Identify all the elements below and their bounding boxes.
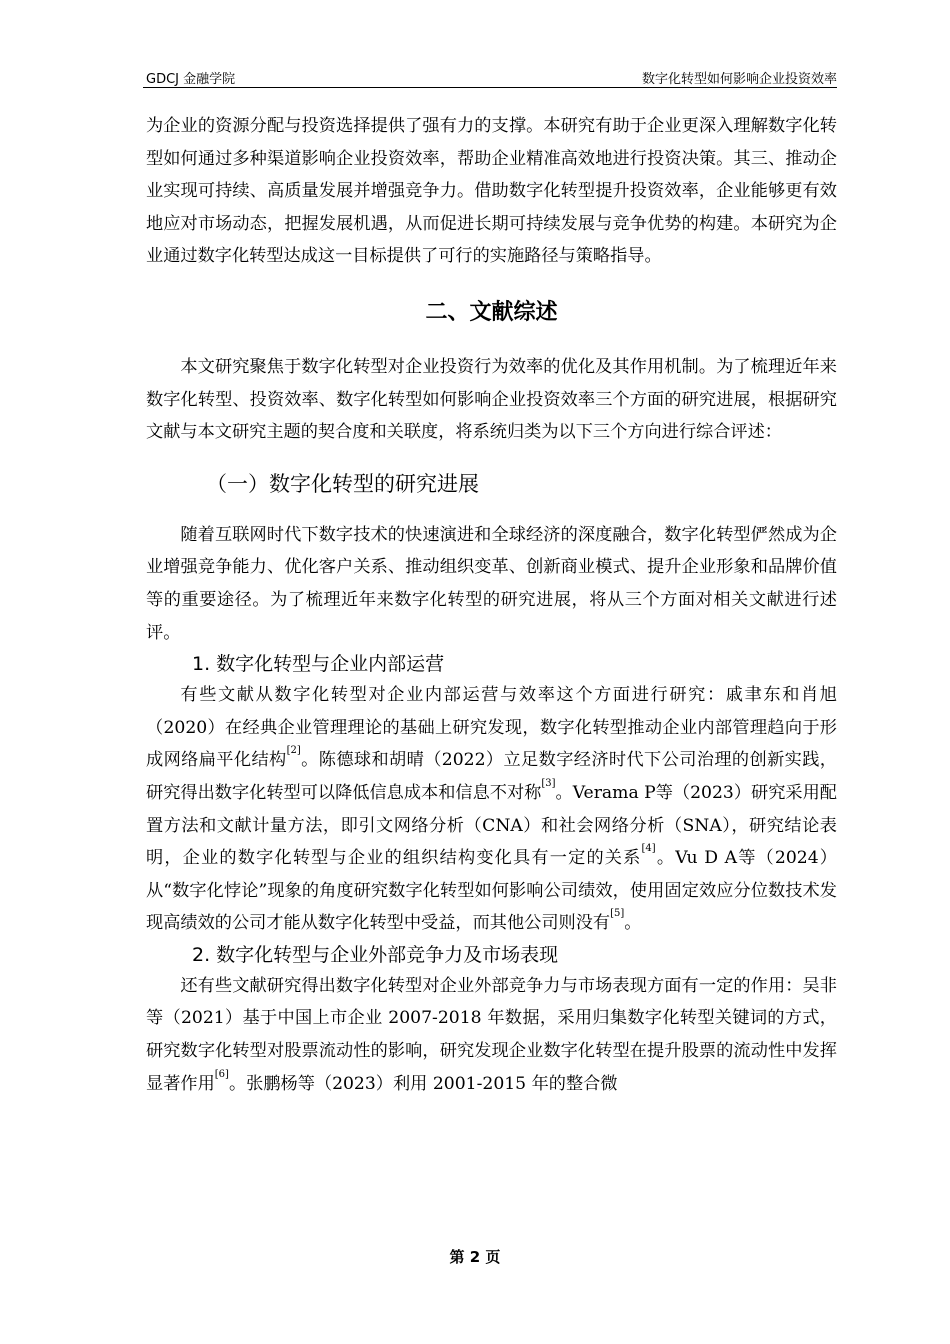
citation-ref: [2]: [286, 745, 301, 757]
text-segment: 。Verama P等（2023）研究采用配置方法和文献计量方法，即引文网络分析（CNA）和社会网络分析（SNA），研究结论表明，企业的数字化转型与企业的组织结构变化具有一定的关系: [146, 782, 837, 869]
heading-internal-operations: 1. 数字化转型与企业内部运营: [192, 653, 445, 676]
citation-ref: [5]: [610, 908, 625, 920]
header-divider: [143, 87, 837, 88]
page-body: [146, 110, 837, 1100]
paragraph-internal-operations: [146, 679, 837, 940]
page-number: 第 2 页: [449, 1248, 501, 1266]
citation-ref: [3]: [541, 777, 556, 789]
running-header-left: GDCJ 金融学院: [146, 72, 236, 87]
paragraph-external-competitiveness: [146, 970, 837, 1100]
intro-paragraph: 为企业的资源分配与投资选择提供了强有力的支撑。本研究有助于企业更深入理解数字化转型如何通过多种渠道影响企业投资效率，帮助企业精准高效地进行投资决策。其三、推动企业实现可持续、高质量发展并增强竞争力。借助数字化转型提升投资效率，企业能够更有效地应对市场动态，把握发展机遇，从而促进长期可持续发展与竞争优势的构建。本研究为企业通过数字化转型达成这一目标提供了可行的实施路径与策略指导。: [146, 116, 837, 267]
section-intro-paragraph: 本文研究聚焦于数字化转型对企业投资行为效率的优化及其作用机制。为了梳理近年来数字化转型、投资效率、数字化转型如何影响企业投资效率三个方面的研究进展，根据研究文献与本文研究主题的契合度和关联度，将系统归类为以下三个方向进行综合评述：: [146, 356, 837, 443]
citation-ref: [4]: [641, 843, 656, 855]
section-title: 二、文献综述: [425, 299, 558, 325]
subsection-title: （一）数字化转型的研究进展: [206, 471, 479, 496]
heading-external-competitiveness: 2. 数字化转型与企业外部竞争力及市场表现: [192, 943, 559, 966]
subsection-intro-paragraph: 随着互联网时代下数字技术的快速演进和全球经济的深度融合，数字化转型俨然成为企业增强竞争能力、优化客户关系、推动组织变革、创新商业模式、提升企业形象和品牌价值等的重要途径。为了梳理近年来数字化转型的研究进展，将从三个方面对相关文献进行述评。: [146, 524, 837, 643]
text-segment: 。: [624, 913, 642, 934]
text-segment: 。张鹏杨等（2023）利用 2001-2015 年的整合微: [228, 1073, 618, 1094]
running-header-right: 数字化转型如何影响企业投资效率: [641, 72, 837, 87]
text-segment: 。陈德球和胡晴（2022）立足数字经济时代下公司治理的创新实践，研究得出数字化转型可以降低信息成本和信息不对称: [146, 750, 837, 803]
text-segment: 有些文献从数字化转型对企业内部运营与效率这个方面进行研究：戚聿东和肖旭（2020）在经典企业管理理论的基础上研究发现，数字化转型推动企业内部管理趋向于形成网络扁平化结构: [146, 685, 837, 771]
text-segment: 还有些文献研究得出数字化转型对企业外部竞争力与市场表现方面有一定的作用：吴非等（2021）基于中国上市企业 2007-2018 年数据，采用归集数字化转型关键词的方式，研究数字化转型对股票流动性的影响，研究发现企业数字化转型在提升股票的流动性中发挥显著作用: [146, 975, 837, 1094]
text-segment: 。Vu D A等（2024）从“数字化悖论”现象的角度研究数字化转型如何影响公司绩效，使用固定效应分位数技术发现高绩效的公司才能从数字化转型中受益，而其他公司则没有: [146, 848, 837, 934]
citation-ref: [6]: [214, 1068, 229, 1080]
